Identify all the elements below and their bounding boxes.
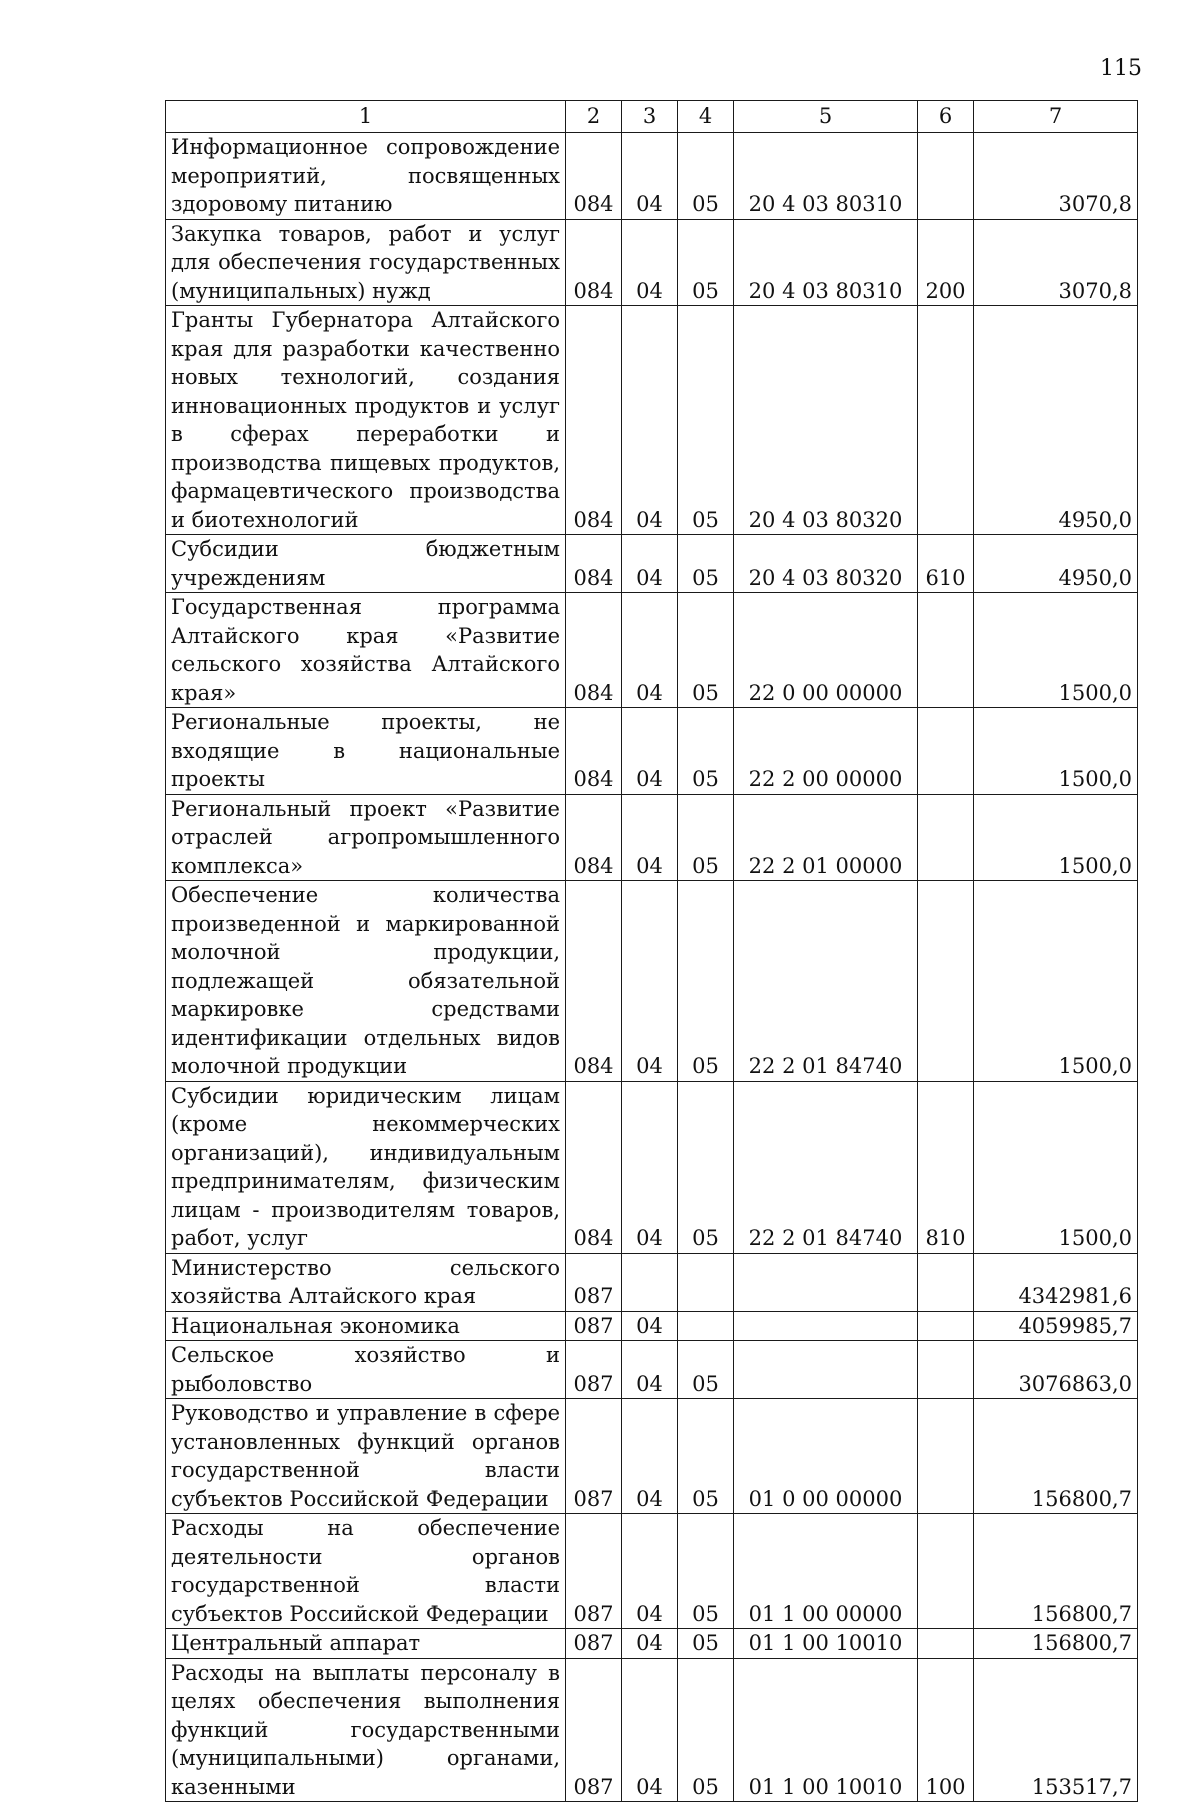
header-row [166, 101, 1138, 133]
row-name: Обеспечение количества произведенной и маркированной молочной продукции, подлежащей обязательной маркировке средствами идентификации отдельных видов молочной продукции [166, 881, 566, 1082]
cell-code-2: 087 [566, 1514, 622, 1629]
table-row [166, 593, 1138, 708]
table-row [166, 881, 1138, 1082]
table-row [166, 1658, 1138, 1802]
cell-code-2: 084 [566, 219, 622, 306]
cell-code-5: 20 4 03 80310 [734, 219, 918, 306]
column-header: 6 [918, 101, 974, 133]
cell-code-6 [918, 133, 974, 220]
cell-code-3: 04 [622, 1311, 678, 1341]
cell-code-4 [678, 1253, 734, 1311]
cell-code-6: 610 [918, 535, 974, 593]
cell-code-2: 084 [566, 306, 622, 535]
cell-code-2: 084 [566, 593, 622, 708]
cell-code-5: 20 4 03 80320 [734, 535, 918, 593]
cell-code-2: 087 [566, 1658, 622, 1802]
cell-code-4: 05 [678, 133, 734, 220]
cell-code-6 [918, 708, 974, 795]
cell-amount: 3076863,0 [974, 1341, 1138, 1399]
cell-code-3 [622, 1253, 678, 1311]
column-header: 4 [678, 101, 734, 133]
cell-code-3: 04 [622, 794, 678, 881]
cell-code-4: 05 [678, 1629, 734, 1659]
table-row [166, 794, 1138, 881]
cell-code-5: 22 2 01 84740 [734, 881, 918, 1082]
cell-amount: 4950,0 [974, 535, 1138, 593]
row-name: Руководство и управление в сфере установленных функций органов государственной власти субъектов Российской Федерации [166, 1399, 566, 1514]
cell-code-3: 04 [622, 1658, 678, 1802]
table-body [166, 133, 1138, 1802]
cell-amount: 1500,0 [974, 794, 1138, 881]
row-name: Региональный проект «Развитие отраслей агропромышленного комплекса» [166, 794, 566, 881]
cell-code-5 [734, 1253, 918, 1311]
table-row [166, 1311, 1138, 1341]
cell-code-4: 05 [678, 881, 734, 1082]
cell-amount: 153517,7 [974, 1658, 1138, 1802]
table-row [166, 708, 1138, 795]
cell-code-6: 200 [918, 219, 974, 306]
cell-code-4: 05 [678, 794, 734, 881]
cell-code-6 [918, 1399, 974, 1514]
cell-amount: 156800,7 [974, 1629, 1138, 1659]
row-name: Закупка товаров, работ и услуг для обеспечения государственных (муниципальных) нужд [166, 219, 566, 306]
cell-code-6 [918, 1253, 974, 1311]
cell-code-2: 084 [566, 708, 622, 795]
table-row [166, 1253, 1138, 1311]
cell-code-4: 05 [678, 593, 734, 708]
row-name: Центральный аппарат [166, 1629, 566, 1659]
cell-code-5: 01 1 00 00000 [734, 1514, 918, 1629]
cell-code-3: 04 [622, 593, 678, 708]
cell-code-4: 05 [678, 1658, 734, 1802]
cell-code-3: 04 [622, 1514, 678, 1629]
cell-amount: 1500,0 [974, 593, 1138, 708]
cell-amount: 1500,0 [974, 708, 1138, 795]
cell-code-3: 04 [622, 1629, 678, 1659]
cell-code-5: 22 0 00 00000 [734, 593, 918, 708]
cell-amount: 1500,0 [974, 881, 1138, 1082]
cell-code-4: 05 [678, 1399, 734, 1514]
cell-code-3: 04 [622, 219, 678, 306]
cell-code-6: 100 [918, 1658, 974, 1802]
column-header: 5 [734, 101, 918, 133]
cell-amount: 3070,8 [974, 219, 1138, 306]
row-name: Расходы на обеспечение деятельности органов государственной власти субъектов Российской Федерации [166, 1514, 566, 1629]
cell-code-2: 087 [566, 1311, 622, 1341]
cell-code-6 [918, 794, 974, 881]
row-name: Информационное сопровождение мероприятий, посвященных здоровому питанию [166, 133, 566, 220]
row-name: Национальная экономика [166, 1311, 566, 1341]
cell-code-6 [918, 881, 974, 1082]
cell-code-2: 087 [566, 1253, 622, 1311]
row-name: Расходы на выплаты персоналу в целях обеспечения выполнения функций государственными (муниципальными) органами, казенными [166, 1658, 566, 1802]
table-row [166, 535, 1138, 593]
cell-code-4: 05 [678, 535, 734, 593]
row-name: Субсидии юридическим лицам (кроме некоммерческих организаций), индивидуальным предпринимателям, физическим лицам - производителям товаров, работ, услуг [166, 1081, 566, 1253]
cell-code-4 [678, 1311, 734, 1341]
cell-code-5: 20 4 03 80320 [734, 306, 918, 535]
table-row [166, 133, 1138, 220]
cell-code-4: 05 [678, 708, 734, 795]
table-row [166, 306, 1138, 535]
cell-code-4: 05 [678, 306, 734, 535]
cell-amount: 4950,0 [974, 306, 1138, 535]
cell-code-3: 04 [622, 1081, 678, 1253]
row-name: Субсидии бюджетным учреждениям [166, 535, 566, 593]
cell-code-5: 01 1 00 10010 [734, 1629, 918, 1659]
cell-code-6 [918, 1514, 974, 1629]
cell-code-6: 810 [918, 1081, 974, 1253]
cell-code-5: 01 0 00 00000 [734, 1399, 918, 1514]
cell-code-2: 087 [566, 1399, 622, 1514]
cell-amount: 156800,7 [974, 1514, 1138, 1629]
table-row [166, 1514, 1138, 1629]
cell-code-4: 05 [678, 219, 734, 306]
cell-amount: 4342981,6 [974, 1253, 1138, 1311]
cell-code-6 [918, 306, 974, 535]
cell-code-3: 04 [622, 306, 678, 535]
budget-table [165, 100, 1138, 1802]
cell-code-5: 22 2 00 00000 [734, 708, 918, 795]
table-row [166, 1629, 1138, 1659]
row-name: Сельское хозяйство и рыболовство [166, 1341, 566, 1399]
cell-code-5: 22 2 01 84740 [734, 1081, 918, 1253]
cell-code-2: 084 [566, 794, 622, 881]
cell-code-2: 084 [566, 881, 622, 1082]
table-row [166, 1341, 1138, 1399]
row-name: Гранты Губернатора Алтайского края для разработки качественно новых технологий, создания инновационных продуктов и услуг в сферах переработки и производства пищевых продуктов, фармацевтического производства и биотехнологий [166, 306, 566, 535]
cell-amount: 4059985,7 [974, 1311, 1138, 1341]
cell-code-2: 084 [566, 133, 622, 220]
row-name: Государственная программа Алтайского края «Развитие сельского хозяйства Алтайского края» [166, 593, 566, 708]
cell-amount: 156800,7 [974, 1399, 1138, 1514]
cell-code-3: 04 [622, 535, 678, 593]
cell-code-6 [918, 1341, 974, 1399]
cell-code-3: 04 [622, 133, 678, 220]
cell-amount: 3070,8 [974, 133, 1138, 220]
cell-code-4: 05 [678, 1081, 734, 1253]
row-name: Министерство сельского хозяйства Алтайского края [166, 1253, 566, 1311]
cell-code-2: 084 [566, 535, 622, 593]
cell-code-3: 04 [622, 1341, 678, 1399]
cell-code-5 [734, 1341, 918, 1399]
cell-code-2: 087 [566, 1341, 622, 1399]
cell-code-6 [918, 1629, 974, 1659]
cell-code-3: 04 [622, 881, 678, 1082]
cell-code-5: 20 4 03 80310 [734, 133, 918, 220]
cell-code-2: 087 [566, 1629, 622, 1659]
cell-code-5 [734, 1311, 918, 1341]
cell-amount: 1500,0 [974, 1081, 1138, 1253]
cell-code-5: 22 2 01 00000 [734, 794, 918, 881]
column-header: 3 [622, 101, 678, 133]
page-number: 115 [1100, 56, 1142, 81]
row-name: Региональные проекты, не входящие в национальные проекты [166, 708, 566, 795]
column-header: 7 [974, 101, 1138, 133]
cell-code-4: 05 [678, 1341, 734, 1399]
cell-code-6 [918, 1311, 974, 1341]
table-row [166, 1399, 1138, 1514]
column-header: 1 [166, 101, 566, 133]
cell-code-4: 05 [678, 1514, 734, 1629]
cell-code-5: 01 1 00 10010 [734, 1658, 918, 1802]
table-row [166, 1081, 1138, 1253]
cell-code-3: 04 [622, 708, 678, 795]
cell-code-2: 084 [566, 1081, 622, 1253]
cell-code-6 [918, 593, 974, 708]
table-row [166, 219, 1138, 306]
column-header: 2 [566, 101, 622, 133]
cell-code-3: 04 [622, 1399, 678, 1514]
